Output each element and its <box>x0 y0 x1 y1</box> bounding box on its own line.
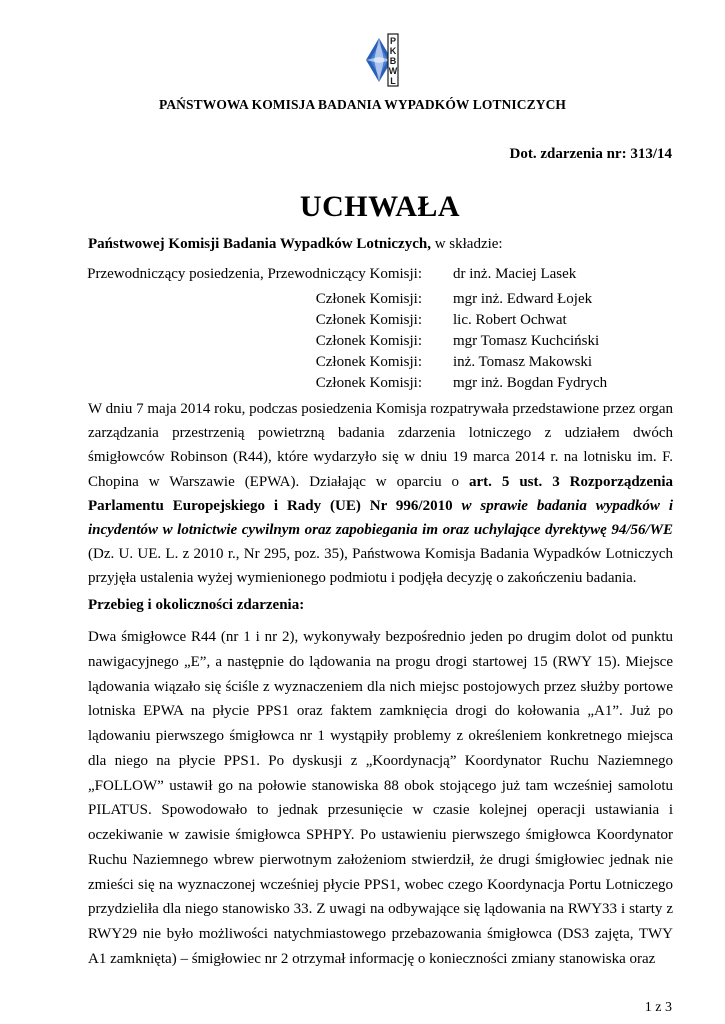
member-row <box>0 333 725 353</box>
member-row <box>0 375 725 395</box>
member-name: mgr inż. Bogdan Fydrych <box>453 375 608 391</box>
resolution-paragraph <box>88 397 673 591</box>
paragraph1-text-a: W dniu 7 maja 2014 roku, podczas posiedzenia Komisja rozpatrywała przedstawione przez organ zarządzania przestrzenią powietrzną badania zdarzenia lotniczego z udziałem dwóch śmigłowców Robinson (R44), które wydarzyło się w dniu 19 marca 2014 r. na lotnisku im. F. Chopina w Warszawie (EPWA). Działając w oparciu o <box>88 401 673 490</box>
page-number: 1 z 3 <box>644 1000 672 1015</box>
member-role: Członek Komisji: <box>315 291 422 307</box>
pkbwl-logo-icon <box>344 30 424 90</box>
member-role: Przewodniczący posiedzenia, Przewodniczący Komisji: <box>87 266 422 282</box>
member-role: Członek Komisji: <box>315 312 422 328</box>
incident-description-text: Dwa śmigłowce R44 (nr 1 i nr 2), wykonywały bezpośrednio jeden po drugim dolot od punktu nawigacyjnego „E”, a następnie do lądowania na progu drogi startowej 15 (RWY 15). Miejsce lądowania wiązało się ściśle z wyznaczeniem dla nich miejsc postojowych przez służby portowe lotniska EPWA na płycie PPS1 oraz faktem zamknięcia drogi do kołowania „A1”. Już po lądowaniu pierwszego śmigłowca nr 1 wystąpiły problemy z określeniem konkretnego miejsca dla niego na płycie PPS1. Po dyskusji z „Koordynacją” Koordynator Ruchu Naziemnego „FOLLOW” ustawił go na połowie stanowiska 88 obok stojącego już tam wcześniej samolotu PILATUS. Spowodowało to jednak przesunięcie w czasie kolejnej operacji ustawiania i oczekiwanie w zawisie śmigłowca SPHPY. Po ustawieniu pierwszego śmigłowca Koordynator Ruchu Naziemnego wbrew pierwotnym założeniom stwierdził, że drugi śmigłowiec jednak nie zmieści się na wyznaczonej wcześniej płycie PPS1, wobec czego Koordynacja Portu Lotniczego przydzieliła dla niego stanowisko 33. Z uwagi na odbywające się lądowania na RWY33 i starty z RWY29 nie było możliwości natychmiastowego przebazowania śmigłowca (DS3 zajęta, TWY A1 zamknięta) – śmigłowiec nr 2 otrzymał informację o konieczności zmiany stanowiska oraz <box>88 629 673 967</box>
document-title: UCHWAŁA <box>299 190 461 223</box>
svg-text:K: K <box>389 46 397 56</box>
member-row <box>0 354 725 374</box>
incident-reference: Dot. zdarzenia nr: 313/14 <box>509 146 672 162</box>
paragraph1-text-b: (Dz. U. UE. L. z 2010 r., Nr 295, poz. 35), Państwowa Komisja Badania Wypadków Lotniczych przyjęła ustalenia wyżej wymienionego podmiotu i podjęła decyzję o zakończeniu badania. <box>88 546 673 587</box>
member-role: Członek Komisji: <box>315 375 422 391</box>
committee-intro-rest: w składzie: <box>430 236 503 252</box>
member-name: mgr Tomasz Kuchciński <box>453 333 600 349</box>
committee-name: Państwowej Komisji Badania Wypadków Lotniczych, <box>88 236 431 252</box>
member-name: mgr inż. Edward Łojek <box>453 291 593 307</box>
svg-text:B: B <box>389 56 397 66</box>
member-row <box>0 312 725 332</box>
regulation-reference: art. 5 ust. 3 Rozporządzenia Parlamentu Europejskiego i Rady (UE) Nr 996/2010 <box>88 473 673 514</box>
committee-intro <box>88 236 503 253</box>
institution-header: PAŃSTWOWA KOMISJA BADANIA WYPADKÓW LOTNICZYCH <box>158 97 567 112</box>
incident-description-paragraph <box>88 625 673 972</box>
member-name: dr inż. Maciej Lasek <box>453 266 577 282</box>
svg-text:W: W <box>388 66 398 76</box>
svg-text:P: P <box>389 36 397 46</box>
member-role: Członek Komisji: <box>315 354 422 370</box>
svg-text:L: L <box>390 76 396 86</box>
member-role: Członek Komisji: <box>315 333 422 349</box>
member-row <box>0 266 725 286</box>
member-row <box>0 291 725 311</box>
member-name: inż. Tomasz Makowski <box>453 354 593 370</box>
section-heading: Przebieg i okoliczności zdarzenia: <box>88 597 305 613</box>
regulation-title: w sprawie badania wypadków i incydentów w lotnictwie cywilnym oraz zapobiegania im oraz uchylające dyrektywę 94/56/WE <box>88 497 673 539</box>
member-name: lic. Robert Ochwat <box>453 312 567 328</box>
